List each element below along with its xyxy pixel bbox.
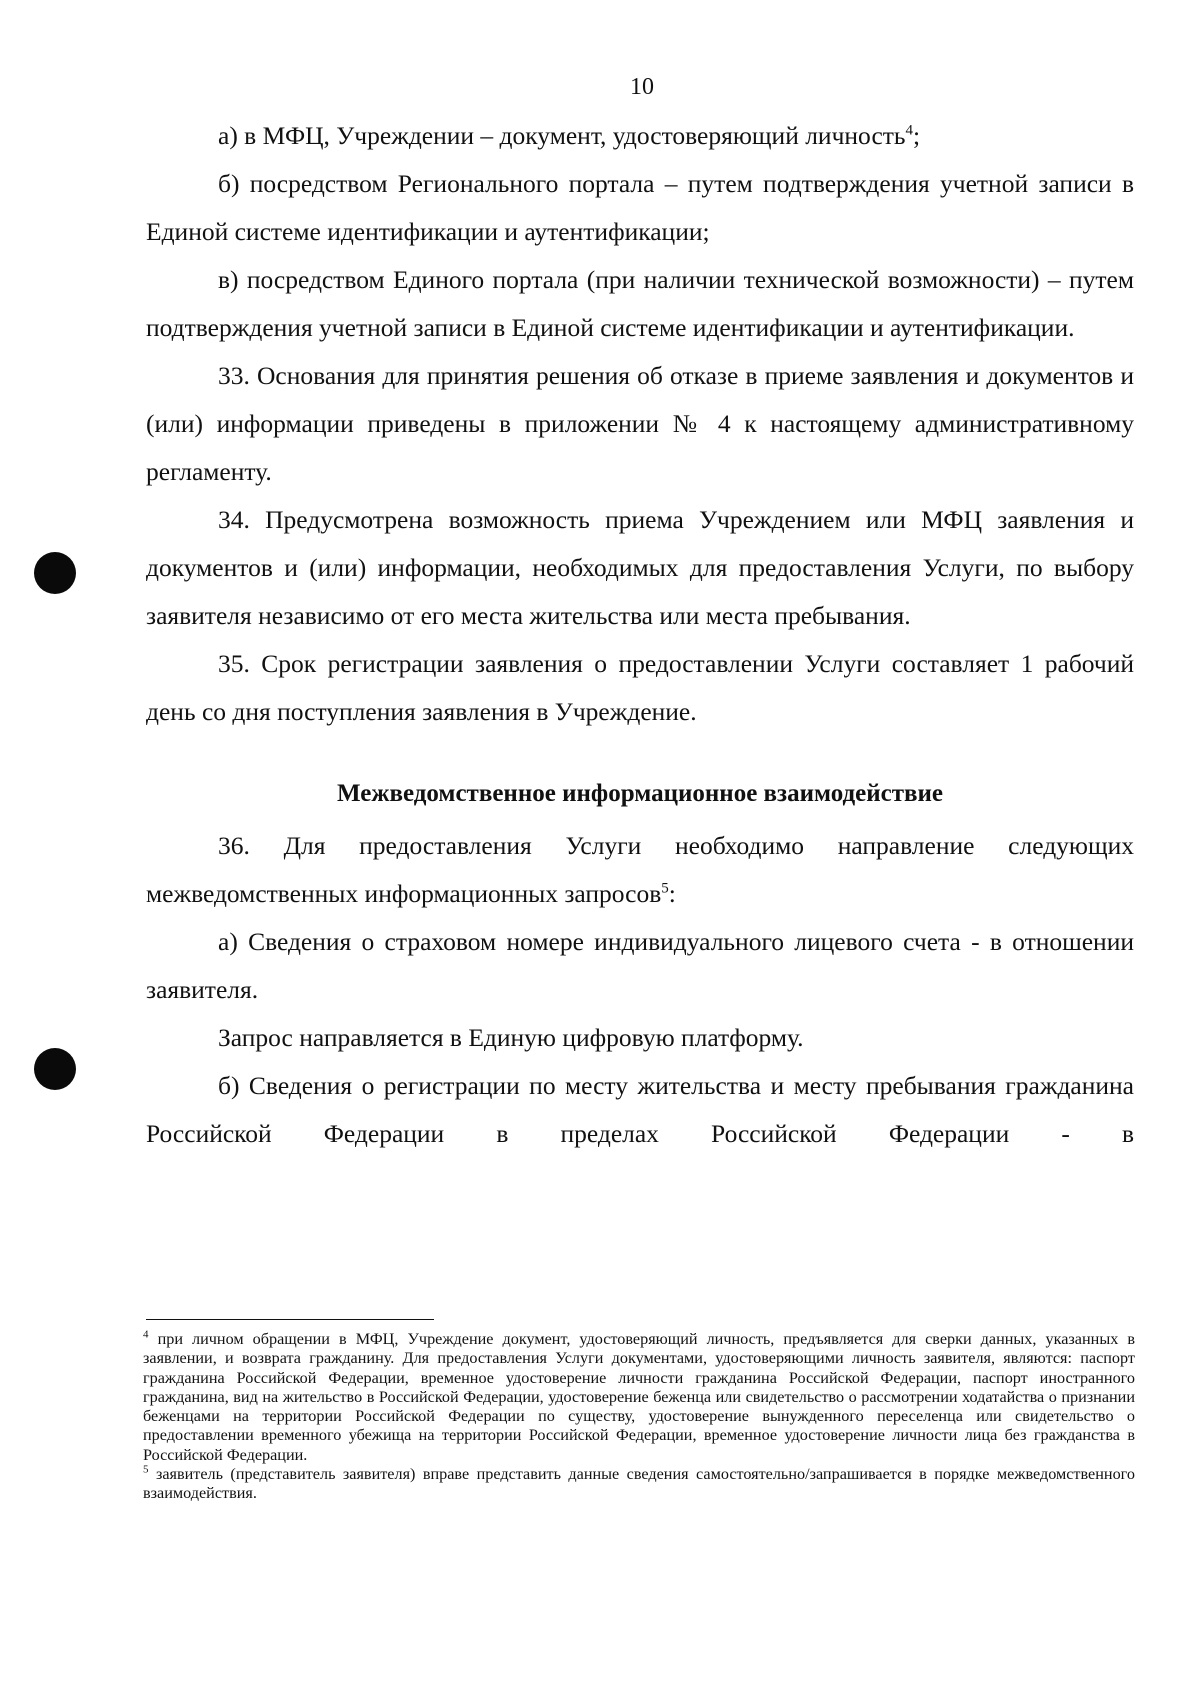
paragraph-unified-portal: в) посредством Единого портала (при наличии технической возможности) – путем подтверждения учетной записи в Единой системе идентификации и аутентификации. — [146, 265, 1134, 342]
footnote-text-5: заявитель (представитель заявителя) вправе представить данные сведения самостоятельно/запрашивается в порядке межведомственного взаимодействия. — [143, 1465, 1135, 1503]
paragraph-tail: : — [668, 879, 676, 908]
paragraph-36b: б) Сведения о регистрации по месту жительства и месту пребывания гражданина Российской Федерации в пределах Российской Федерации - в — [146, 1071, 1134, 1148]
footnote-ref-5: 5 — [661, 880, 669, 897]
page-number: 10 — [630, 74, 654, 100]
paragraph-36a: а) Сведения о страховом номере индивидуального лицевого счета - в отношении заявителя. — [146, 927, 1134, 1004]
body-text — [146, 112, 1134, 1158]
paragraph-request-platform: Запрос направляется в Единую цифровую платформу. — [218, 1023, 804, 1052]
paragraph-text: 36. Для предоставления Услуги необходимо направление следующих межведомственных информационных запросов — [146, 831, 1134, 908]
paragraph-tail: ; — [913, 121, 921, 150]
footnote-mark-5: 5 — [143, 1463, 149, 1476]
footnote-4 — [143, 1330, 1135, 1465]
paragraph-36 — [146, 822, 1134, 918]
section-heading: Межведомственное информационное взаимодействие — [337, 780, 943, 807]
footnote-text-4: при личном обращении в МФЦ, Учреждение документ, удостоверяющий личность, предъявляется для сверки данных, указанных в заявлении, и возврата гражданину. Для предоставления Услуги документами, удостоверяющими личность заявителя, являются: паспорт гражданина Российской Федерации, временное удостоверение личности гражданина Российской Федерации, паспорт иностранного гражданина, вид на жительство в Российской Федерации, удостоверение беженца или свидетельство о рассмотрении ходатайства о признании беженцами на территории Российской Федерации по существу, удостоверение вынужденного переселенца или свидетельство о предоставлении временного убежища на территории Российской Федерации, временное удостоверение личности лица без гражданства в Российской Федерации. — [143, 1330, 1135, 1464]
footnotes — [143, 1330, 1135, 1504]
paragraph-regional-portal: б) посредством Регионального портала – путем подтверждения учетной записи в Единой системе идентификации и аутентификации; — [146, 169, 1134, 246]
footnote-ref-4: 4 — [905, 122, 914, 139]
paragraph-text: а) в МФЦ, Учреждении – документ, удостоверяющий личность — [218, 121, 906, 150]
binder-hole-top — [34, 552, 76, 594]
paragraph-34: 34. Предусмотрена возможность приема Учреждением или МФЦ заявления и документов и (или) информации, необходимых для предоставления Услуги, по выбору заявителя независимо от его места жительства или места пребывания. — [146, 505, 1134, 630]
paragraph-identity-mfc — [146, 112, 1134, 160]
paragraph-35: 35. Срок регистрации заявления о предоставлении Услуги составляет 1 рабочий день со дня поступления заявления в Учреждение. — [146, 649, 1134, 726]
footnote-5 — [143, 1465, 1135, 1504]
footnote-mark-4: 4 — [143, 1328, 149, 1341]
binder-hole-bottom — [34, 1048, 76, 1090]
paragraph-33: 33. Основания для принятия решения об отказе в приеме заявления и документов и (или) информации приведены в приложении № 4 к настоящему административному регламенту. — [146, 361, 1134, 486]
footnote-divider — [146, 1319, 434, 1320]
